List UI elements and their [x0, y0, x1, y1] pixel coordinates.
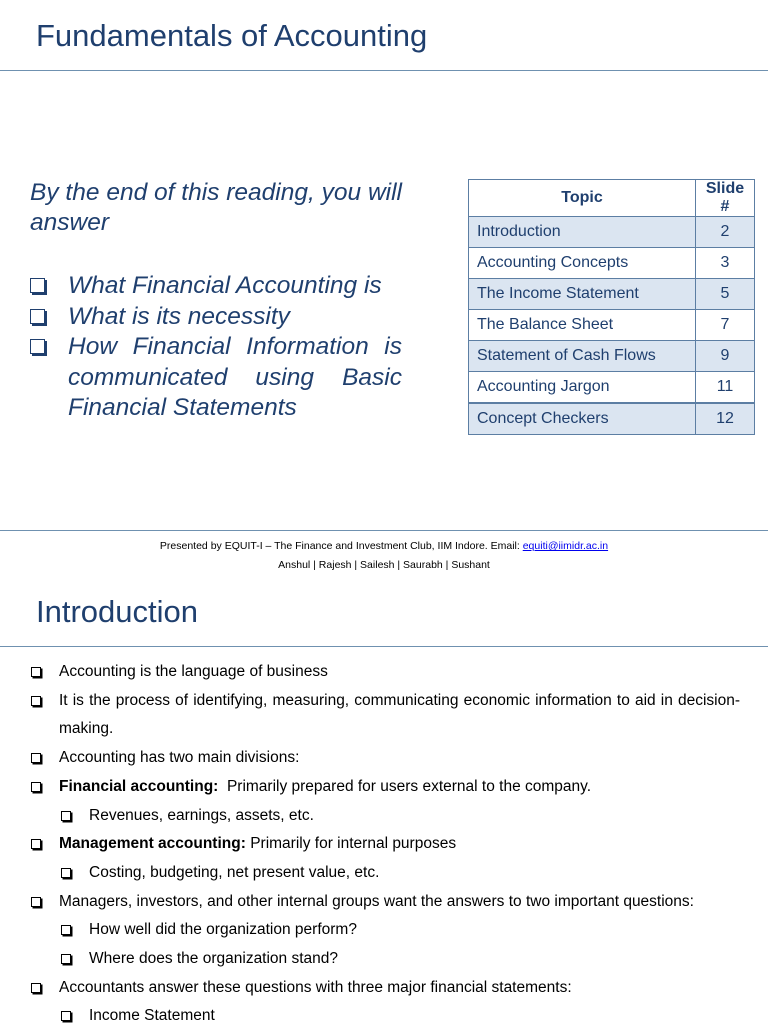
section-divider [0, 646, 768, 647]
checkbox-bullet-icon [61, 811, 71, 821]
goal-item: How Financial Information is communicated using Basic Financial Statements [30, 332, 402, 424]
slide-number-cell: 12 [696, 403, 755, 435]
table-row [469, 279, 755, 310]
footer-divider [0, 530, 768, 531]
table-header-row [469, 180, 755, 217]
table-row [469, 310, 755, 341]
list-item: Accounting has two main divisions: [30, 744, 740, 773]
checkbox-bullet-icon [31, 897, 41, 907]
goal-item: What Financial Accounting is [30, 271, 402, 302]
topic-cell: Accounting Jargon [469, 372, 696, 404]
checkbox-bullet-icon [61, 925, 71, 935]
table-row [469, 341, 755, 372]
section-title: Introduction [36, 594, 198, 629]
checkbox-bullet-icon [31, 782, 41, 792]
goal-item: What is its necessity [30, 302, 402, 333]
slide-number-cell: 3 [696, 248, 755, 279]
slide-footer [0, 537, 768, 575]
slide-number-header: Slide # [696, 180, 755, 217]
table-row [469, 217, 755, 248]
email-link[interactable]: equiti@iimidr.ac.in [522, 540, 609, 552]
checkbox-bullet-icon [61, 954, 71, 964]
authors-line: Anshul | Rajesh | Sailesh | Saurabh | Sushant [278, 559, 490, 571]
topic-cell: Accounting Concepts [469, 248, 696, 279]
checkbox-bullet-icon [31, 983, 41, 993]
table-row [469, 372, 755, 404]
checkbox-bullet-icon [31, 667, 41, 677]
topic-cell: The Balance Sheet [469, 310, 696, 341]
sub-list-item: Income Statement [60, 1002, 740, 1031]
goal-list [30, 271, 402, 424]
list-item: Accounting is the language of business [30, 658, 740, 687]
topic-cell: Introduction [469, 217, 696, 248]
sub-list-item: Where does the organization stand? [60, 945, 740, 974]
topic-cell: Statement of Cash Flows [469, 341, 696, 372]
slide-title: Fundamentals of Accounting [36, 18, 428, 53]
topic-cell: Concept Checkers [469, 403, 696, 435]
table-row [469, 403, 755, 435]
checkbox-bullet-icon [61, 868, 71, 878]
slide-number-cell: 5 [696, 279, 755, 310]
slide-number-cell: 2 [696, 217, 755, 248]
checkbox-bullet-icon [30, 309, 45, 324]
sub-list-item: Revenues, earnings, assets, etc. [60, 802, 740, 831]
checkbox-bullet-icon [30, 339, 45, 354]
list-item: Financial accounting: Primarily prepared for users external to the company. [30, 773, 740, 802]
list-item: Accountants answer these questions with three major financial statements: [30, 974, 740, 1003]
list-item: Managers, investors, and other internal groups want the answers to two important questions: [30, 888, 740, 917]
list-item: It is the process of identifying, measuring, communicating economic information to aid in decision-making. [30, 687, 740, 744]
slide-number-cell: 11 [696, 372, 755, 404]
topic-header: Topic [469, 180, 696, 217]
topics-table [468, 179, 755, 435]
slide-number-cell: 7 [696, 310, 755, 341]
reading-intro: By the end of this reading, you will answer [30, 179, 402, 236]
table-row [469, 248, 755, 279]
checkbox-bullet-icon [61, 1011, 71, 1021]
sub-list-item: How well did the organization perform? [60, 916, 740, 945]
introduction-bullets [30, 658, 740, 1031]
checkbox-bullet-icon [31, 753, 41, 763]
presented-by-line: Presented by EQUIT-I – The Finance and Investment Club, IIM Indore. Email: equiti@iimidr.ac.in [159, 540, 609, 552]
topic-cell: The Income Statement [469, 279, 696, 310]
checkbox-bullet-icon [31, 839, 41, 849]
checkbox-bullet-icon [30, 278, 45, 293]
title-divider [0, 70, 768, 71]
slide-number-cell: 9 [696, 341, 755, 372]
sub-list-item: Costing, budgeting, net present value, etc. [60, 859, 740, 888]
list-item: Management accounting: Primarily for internal purposes [30, 830, 740, 859]
checkbox-bullet-icon [31, 696, 41, 706]
